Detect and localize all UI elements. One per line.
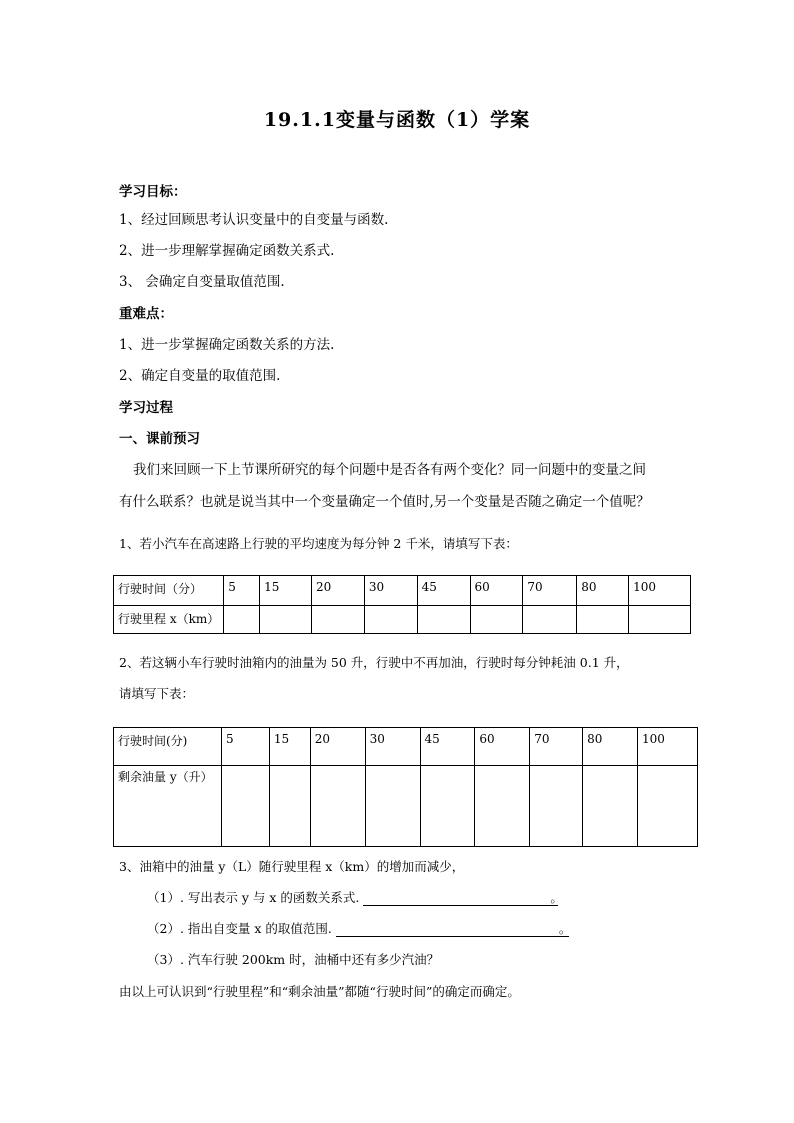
table-2-answer-cell[interactable] <box>269 766 310 847</box>
table-1-cell: 15 <box>260 576 312 606</box>
table-2-cell: 80 <box>583 728 638 766</box>
table-1-answer-cell[interactable] <box>224 606 260 634</box>
table-2-cell: 100 <box>638 728 698 766</box>
page-title: 19.1.1变量与函数（1）学案 <box>263 109 531 131</box>
table-2-label-time: 行驶时间(分) <box>114 728 222 766</box>
conclusion: 由以上可认识到“行驶里程”和“剩余油量”都随“行驶时间”的确定而确定。 <box>119 984 520 999</box>
key-point-item-2: 2、确定自变量的取值范围. <box>119 368 281 384</box>
table-1-cell: 70 <box>523 576 577 606</box>
answer-blank-1[interactable] <box>363 891 558 906</box>
table-1-row-distance <box>114 606 691 634</box>
table-1-label-time: 行驶时间（分） <box>114 576 224 606</box>
table-1-answer-cell[interactable] <box>260 606 312 634</box>
table-2-cell: 30 <box>365 728 420 766</box>
table-2-answer-cell[interactable] <box>365 766 420 847</box>
table-1-cell: 100 <box>629 576 691 606</box>
table-2 <box>113 727 698 847</box>
section-preview-heading: 一、课前预习 <box>119 431 200 447</box>
intro-line-1: 我们来回顾一下上节课所研究的每个问题中是否各有两个变化？同一问题中的变量之间 <box>133 462 646 478</box>
table-2-answer-cell[interactable] <box>221 766 269 847</box>
table-1-label-distance: 行驶里程 x（km） <box>114 606 224 634</box>
table-1-answer-cell[interactable] <box>470 606 523 634</box>
table-1-answer-cell[interactable] <box>577 606 629 634</box>
table-2-answer-cell[interactable] <box>420 766 475 847</box>
table-1 <box>113 575 691 634</box>
process-heading: 学习过程 <box>119 400 173 416</box>
question-2-text-line-2: 请填写下表： <box>119 686 195 701</box>
question-1-text: 1、若小汽车在高速路上行驶的平均速度为每分钟 2 千米，请填写下表： <box>119 536 518 551</box>
question-3-part-1-end: 。 <box>550 890 563 905</box>
question-3-part-2-label: （2）. 指出自变量 x 的取值范围. <box>147 921 332 936</box>
question-3-text: 3、油箱中的油量 y（L）随行驶里程 x（km）的增加而减少， <box>119 859 465 874</box>
question-3-part-1-label: （1）. 写出表示 y 与 x 的函数关系式. <box>147 890 360 905</box>
table-1-cell: 60 <box>470 576 523 606</box>
question-3-part-2 <box>147 919 571 937</box>
answer-blank-2[interactable] <box>336 922 569 937</box>
objective-item-3: 3、 会确定自变量取值范围. <box>119 274 285 290</box>
table-1-cell: 20 <box>311 576 364 606</box>
table-2-cell: 15 <box>269 728 310 766</box>
table-2-cell: 60 <box>475 728 530 766</box>
table-1-answer-cell[interactable] <box>364 606 417 634</box>
table-2-answer-cell[interactable] <box>530 766 583 847</box>
table-1-answer-cell[interactable] <box>311 606 364 634</box>
table-2-label-fuel: 剩余油量 y（升） <box>114 766 222 847</box>
question-3-part-2-end: 。 <box>558 921 572 936</box>
table-2-cell: 20 <box>310 728 365 766</box>
key-points-heading: 重难点： <box>119 306 173 322</box>
table-2-row-fuel <box>114 766 698 847</box>
table-1-answer-cell[interactable] <box>629 606 691 634</box>
table-2-answer-cell[interactable] <box>310 766 365 847</box>
question-2-text-line-1: 2、若这辆小车行驶时油箱内的油量为 50 升，行驶中不再加油，行驶时每分钟耗油 0.1 升， <box>119 655 629 670</box>
table-1-cell: 30 <box>364 576 417 606</box>
table-1-row-time <box>114 576 691 606</box>
table-1-cell: 5 <box>224 576 260 606</box>
question-3-part-1 <box>147 888 563 906</box>
key-point-item-1: 1、进一步掌握确定函数关系的方法. <box>119 337 335 353</box>
table-1-cell: 80 <box>577 576 629 606</box>
table-2-cell: 5 <box>221 728 269 766</box>
table-2-answer-cell[interactable] <box>638 766 698 847</box>
objectives-heading: 学习目标： <box>119 184 187 200</box>
table-2-cell: 70 <box>530 728 583 766</box>
table-1-cell: 45 <box>417 576 470 606</box>
table-2-answer-cell[interactable] <box>475 766 530 847</box>
objective-item-2: 2、进一步理解掌握确定函数关系式. <box>119 243 335 259</box>
table-1-answer-cell[interactable] <box>417 606 470 634</box>
objective-item-1: 1、经过回顾思考认识变量中的自变量与函数. <box>119 212 389 228</box>
table-2-row-time <box>114 728 698 766</box>
question-3-part-3: （3）. 汽车行驶 200km 时，油桶中还有多少汽油？ <box>147 952 440 967</box>
table-2-answer-cell[interactable] <box>583 766 638 847</box>
intro-line-2: 有什么联系？也就是说当其中一个变量确定一个值时,另一个变量是否随之确定一个值呢？ <box>119 494 650 510</box>
table-1-answer-cell[interactable] <box>523 606 577 634</box>
table-2-cell: 45 <box>420 728 475 766</box>
